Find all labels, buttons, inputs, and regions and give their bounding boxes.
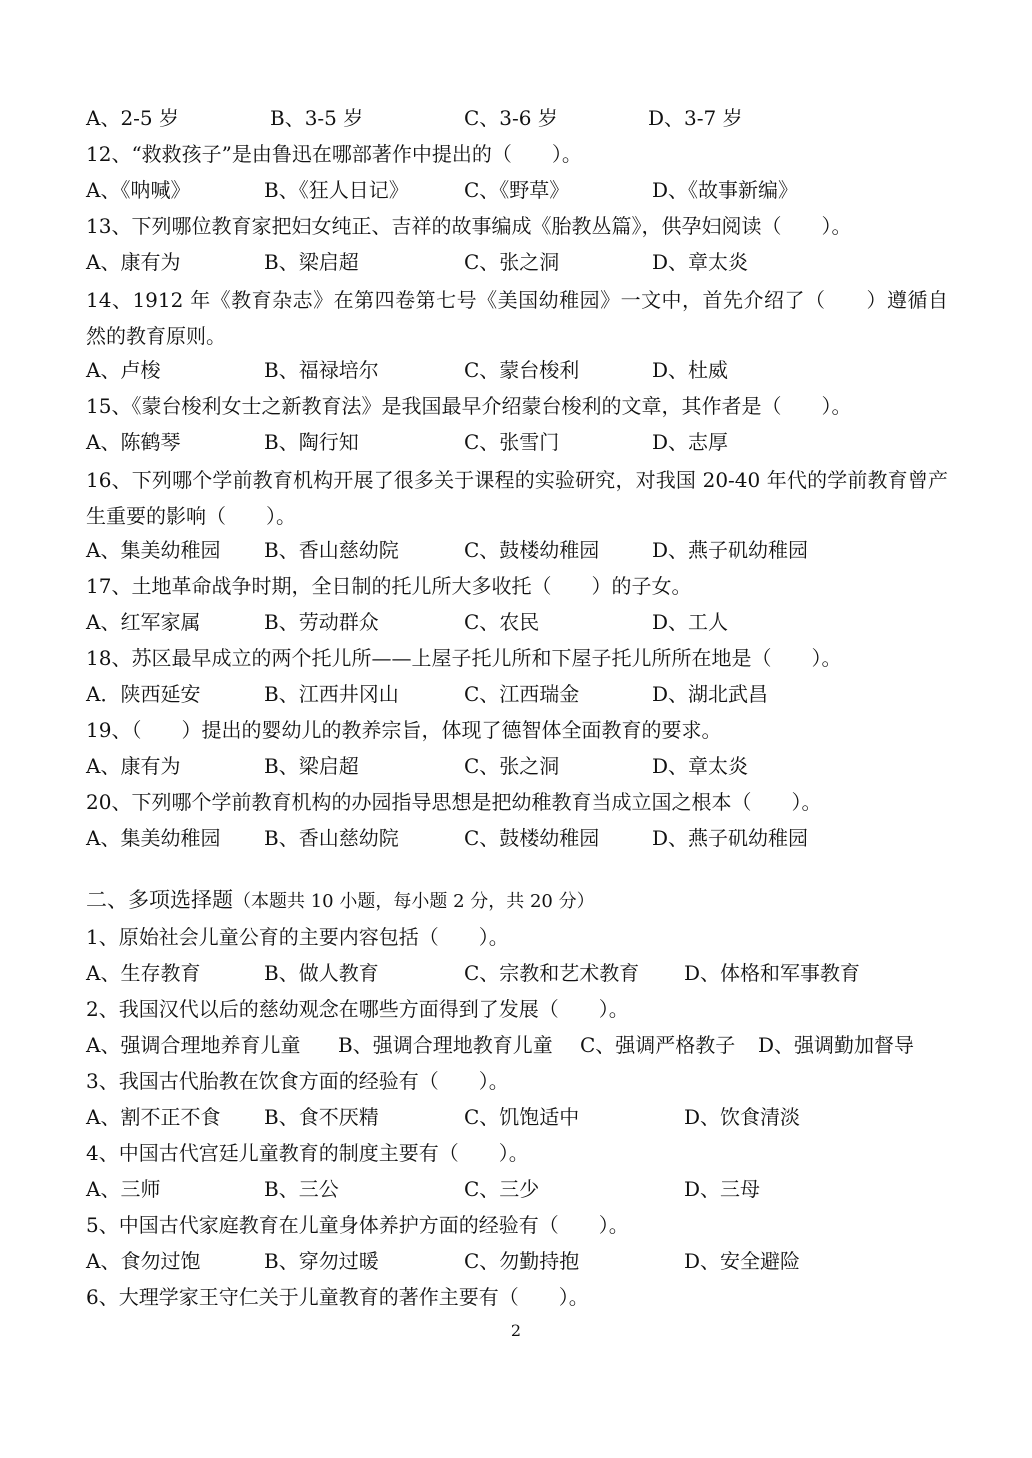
option-c: C、饥饱适中 — [464, 1105, 580, 1129]
option-c: C、鼓楼幼稚园 — [464, 538, 600, 562]
mc-question-3-stem: 3、我国古代胎教在饮食方面的经验有（ ）。 — [86, 1069, 509, 1093]
option-c: C、张之洞 — [464, 250, 560, 274]
option-a: A、2-5 岁 — [86, 106, 180, 130]
mc-question-6-stem: 6、大理学家王守仁关于儿童教育的著作主要有（ ）。 — [86, 1285, 589, 1309]
q11-options — [86, 105, 948, 131]
option-d: D、志厚 — [652, 430, 729, 454]
question-14-stem: 14、1912 年《教育杂志》在第四卷第七号《美国幼稚园》一文中，首先介绍了（ ）遵循自然的教育原则。 — [86, 288, 948, 348]
option-d: D、工人 — [652, 610, 729, 634]
option-a: A、康有为 — [86, 754, 181, 778]
question-13-options — [86, 249, 948, 275]
mc-question-3-options — [86, 1104, 948, 1130]
mc-question-4-options — [86, 1176, 948, 1202]
option-b: B、三公 — [264, 1177, 339, 1201]
section-title: 二、多项选择题 — [86, 888, 233, 912]
question-16-stem: 16、下列哪个学前教育机构开展了很多关于课程的实验研究，对我国 20-40 年代的学前教育曾产生重要的影响（ ）。 — [86, 468, 948, 528]
option-b: B、做人教育 — [264, 961, 379, 985]
option-c: C、鼓楼幼稚园 — [464, 826, 600, 850]
mc-question-1-stem: 1、原始社会儿童公育的主要内容包括（ ）。 — [86, 925, 509, 949]
question-15-stem: 15、《蒙台梭利女士之新教育法》是我国最早介绍蒙台梭利的文章，其作者是（ ）。 — [86, 394, 852, 418]
option-d: D、燕子矶幼稚园 — [652, 826, 809, 850]
option-d: D、三母 — [684, 1177, 761, 1201]
option-d: D、章太炎 — [652, 250, 749, 274]
option-a: A、食勿过饱 — [86, 1249, 201, 1273]
mc-question-2-options — [86, 1032, 948, 1058]
question-17-options — [86, 609, 948, 635]
option-b: B、香山慈幼院 — [264, 538, 399, 562]
question-14-options — [86, 357, 948, 383]
mc-question-5-stem: 5、中国古代家庭教育在儿童身体养护方面的经验有（ ）。 — [86, 1213, 629, 1237]
question-20-options — [86, 825, 948, 851]
option-c: C、蒙台梭利 — [464, 358, 580, 382]
option-d: D、饮食清淡 — [684, 1105, 801, 1129]
mc-question-4-stem: 4、中国古代宫廷儿童教育的制度主要有（ ）。 — [86, 1141, 529, 1165]
option-d: D、《故事新编》 — [652, 178, 799, 202]
question-20-stem: 20、下列哪个学前教育机构的办园指导思想是把幼稚教育当成立国之根本（ ）。 — [86, 790, 822, 814]
option-d: D、燕子矶幼稚园 — [652, 538, 809, 562]
option-c: C、张雪门 — [464, 430, 560, 454]
option-d: D、安全避险 — [684, 1249, 801, 1273]
option-a: A、康有为 — [86, 250, 181, 274]
option-b: B、香山慈幼院 — [264, 826, 399, 850]
question-17-stem: 17、土地革命战争时期，全日制的托儿所大多收托（ ）的子女。 — [86, 574, 692, 598]
page-number: 2 — [510, 1321, 522, 1340]
option-b: B、《狂人日记》 — [264, 178, 409, 202]
option-a: A、强调合理地养育儿童 — [86, 1033, 301, 1057]
option-c: C、江西瑞金 — [464, 682, 580, 706]
option-d: D、强调勤加督导 — [758, 1033, 915, 1057]
option-c: C、3-6 岁 — [464, 106, 558, 130]
option-d: D、湖北武昌 — [652, 682, 769, 706]
option-a: A、集美幼稚园 — [86, 538, 221, 562]
option-c: C、宗教和艺术教育 — [464, 961, 640, 985]
option-c: C、强调严格教子 — [580, 1033, 736, 1057]
option-c: C、《野草》 — [464, 178, 570, 202]
option-c: C、农民 — [464, 610, 540, 634]
option-c: C、勿勤持抱 — [464, 1249, 580, 1273]
option-b: B、穿勿过暖 — [264, 1249, 379, 1273]
question-18-stem: 18、苏区最早成立的两个托儿所——上屋子托儿所和下屋子托儿所所在地是（ ）。 — [86, 646, 842, 670]
option-c: C、三少 — [464, 1177, 540, 1201]
mc-question-1-options — [86, 960, 948, 986]
option-d: D、章太炎 — [652, 754, 749, 778]
question-13-stem: 13、下列哪位教育家把妇女纯正、吉祥的故事编成《胎教丛篇》，供孕妇阅读（ ）。 — [86, 214, 852, 238]
section-scoring-note: （本题共 10 小题，每小题 2 分，共 20 分） — [233, 891, 595, 912]
option-b: B、劳动群众 — [264, 610, 379, 634]
question-16-options — [86, 537, 948, 563]
question-12-stem: 12、“救救孩子”是由鲁迅在哪部著作中提出的（ ）。 — [86, 142, 582, 166]
option-b: B、梁启超 — [264, 250, 359, 274]
option-a: A、《呐喊》 — [86, 178, 191, 202]
option-b: B、3-5 岁 — [270, 106, 364, 130]
option-b: B、福禄培尔 — [264, 358, 379, 382]
option-d: D、体格和军事教育 — [684, 961, 861, 985]
question-18-options — [86, 681, 948, 707]
option-a: A、红军家属 — [86, 610, 201, 634]
option-d: D、3-7 岁 — [648, 106, 743, 130]
question-12-options — [86, 177, 948, 203]
option-b: B、梁启超 — [264, 754, 359, 778]
option-d: D、杜威 — [652, 358, 729, 382]
option-a: A、卢梭 — [86, 358, 161, 382]
option-a: A、生存教育 — [86, 961, 201, 985]
question-19-options — [86, 753, 948, 779]
section-heading-multiple-choice — [86, 887, 595, 913]
question-15-options — [86, 429, 948, 455]
option-b: B、食不厌精 — [264, 1105, 379, 1129]
option-a: A、三师 — [86, 1177, 161, 1201]
mc-question-2-stem: 2、我国汉代以后的慈幼观念在哪些方面得到了发展（ ）。 — [86, 997, 629, 1021]
option-b: B、江西井冈山 — [264, 682, 399, 706]
option-a: A、割不正不食 — [86, 1105, 221, 1129]
option-b: B、强调合理地教育儿童 — [338, 1033, 553, 1057]
option-a: A、集美幼稚园 — [86, 826, 221, 850]
question-19-stem: 19、（ ）提出的婴幼儿的教养宗旨，体现了德智体全面教育的要求。 — [86, 718, 722, 742]
option-a: A．陕西延安 — [86, 682, 201, 706]
option-c: C、张之洞 — [464, 754, 560, 778]
option-b: B、陶行知 — [264, 430, 359, 454]
option-a: A、陈鹤琴 — [86, 430, 181, 454]
mc-question-5-options — [86, 1248, 948, 1274]
